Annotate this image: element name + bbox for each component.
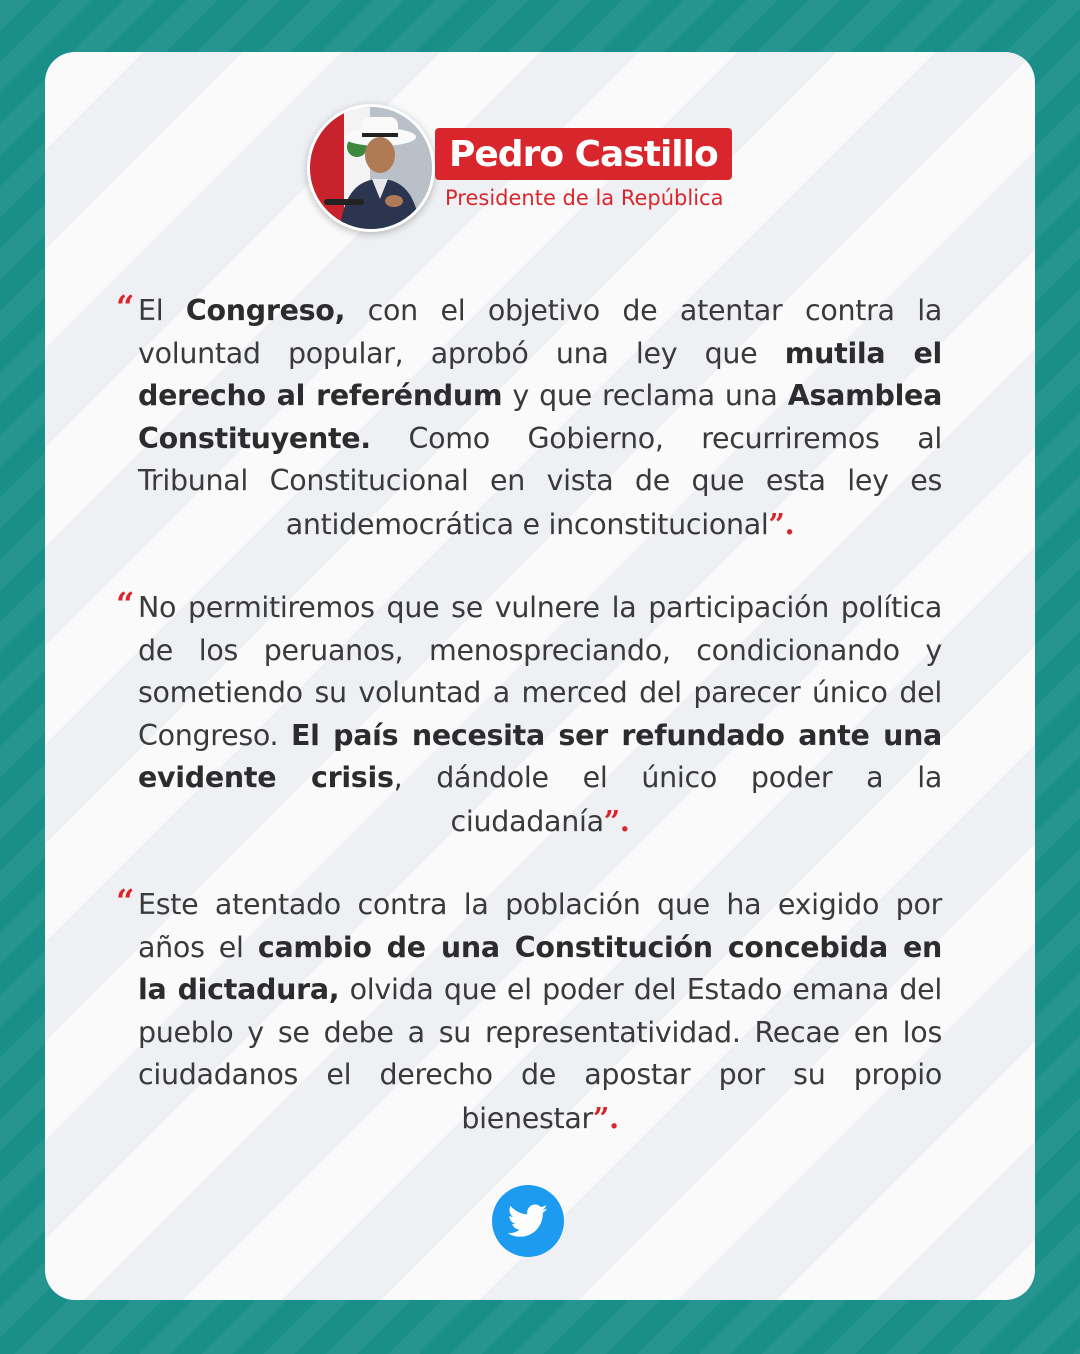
portrait-image bbox=[310, 107, 432, 229]
avatar bbox=[307, 104, 435, 232]
twitter-bird-icon bbox=[508, 1204, 548, 1238]
quote-segment: El bbox=[138, 294, 186, 327]
open-quote-mark: “ bbox=[116, 288, 135, 326]
quote-segment: con el objetivo de atentar contra la voluntad popular, aprobó una ley que bbox=[138, 294, 942, 370]
close-quote-mark: ” bbox=[768, 506, 785, 541]
open-quote-mark: “ bbox=[116, 882, 135, 920]
quote-block bbox=[116, 288, 942, 546]
quote-text: El Congreso, con el objetivo de atentar contra la voluntad popular, aprobó una ley que mutila el derecho al referéndum y que reclama una Asamblea Constituyente. Como Gobierno, recurriremos al Tribunal Constitucional en vista de que esta ley es antidemocrática e inconstitucional”. bbox=[138, 294, 942, 541]
quote-emphasis: El país necesita ser refundado ante una evidente crisis bbox=[138, 718, 942, 794]
quote-emphasis: mutila el derecho al referéndum bbox=[138, 336, 942, 412]
quote-emphasis: Asamblea Constituyente. bbox=[138, 379, 942, 455]
author-name: Pedro Castillo bbox=[449, 133, 718, 175]
name-banner bbox=[435, 128, 732, 180]
open-quote-mark: “ bbox=[116, 585, 135, 623]
post-card bbox=[45, 52, 1035, 1300]
quote-segment: y que reclama una bbox=[502, 379, 788, 412]
quote-text: No permitiremos que se vulnere la participación política de los peruanos, menospreciando, condicionando y sometiendo su voluntad a merced del parecer único del Congreso. El país necesita ser refundado ante una evidente crisis, dándole el único poder a la ciudadanía”. bbox=[138, 591, 942, 838]
author-role: Presidente de la República bbox=[445, 186, 724, 210]
quote-emphasis: cambio de una Constitución concebida en la dictadura, bbox=[138, 930, 942, 1006]
quote-segment: olvida que el poder del Estado emana del pueblo y se debe a su representatividad. Recae en los ciudadanos el derecho de apostar por su propio bienestar bbox=[138, 973, 943, 1135]
quote-segment: Como Gobierno, recurriremos al Tribunal Constitucional en vista de que esta ley es antidemocrática e inconstitucional bbox=[138, 421, 942, 541]
quote-segment: No permitiremos que se vulnere la participación política de los peruanos, menospreciando, condicionando y sometiendo su voluntad a merced del parecer único del Congreso. bbox=[138, 591, 942, 752]
author-header bbox=[307, 104, 827, 234]
close-quote-mark: ” bbox=[603, 803, 620, 838]
quote-block bbox=[116, 585, 942, 843]
quote-segment: Este atentado contra la población que ha exigido por años el bbox=[138, 888, 942, 964]
quote-emphasis: Congreso, bbox=[185, 294, 346, 327]
quote-text: Este atentado contra la población que ha exigido por años el cambio de una Constitución concebida en la dictadura, olvida que el poder del Estado emana del pueblo y se debe a su representatividad. Recae en los ciudadanos el derecho de apostar por su propio bienestar”. bbox=[138, 888, 943, 1135]
quote-block bbox=[116, 882, 943, 1140]
quote-segment: , dándole el único poder a la ciudadanía bbox=[393, 761, 942, 838]
twitter-icon[interactable] bbox=[492, 1185, 564, 1257]
close-quote-mark: ” bbox=[592, 1100, 610, 1135]
